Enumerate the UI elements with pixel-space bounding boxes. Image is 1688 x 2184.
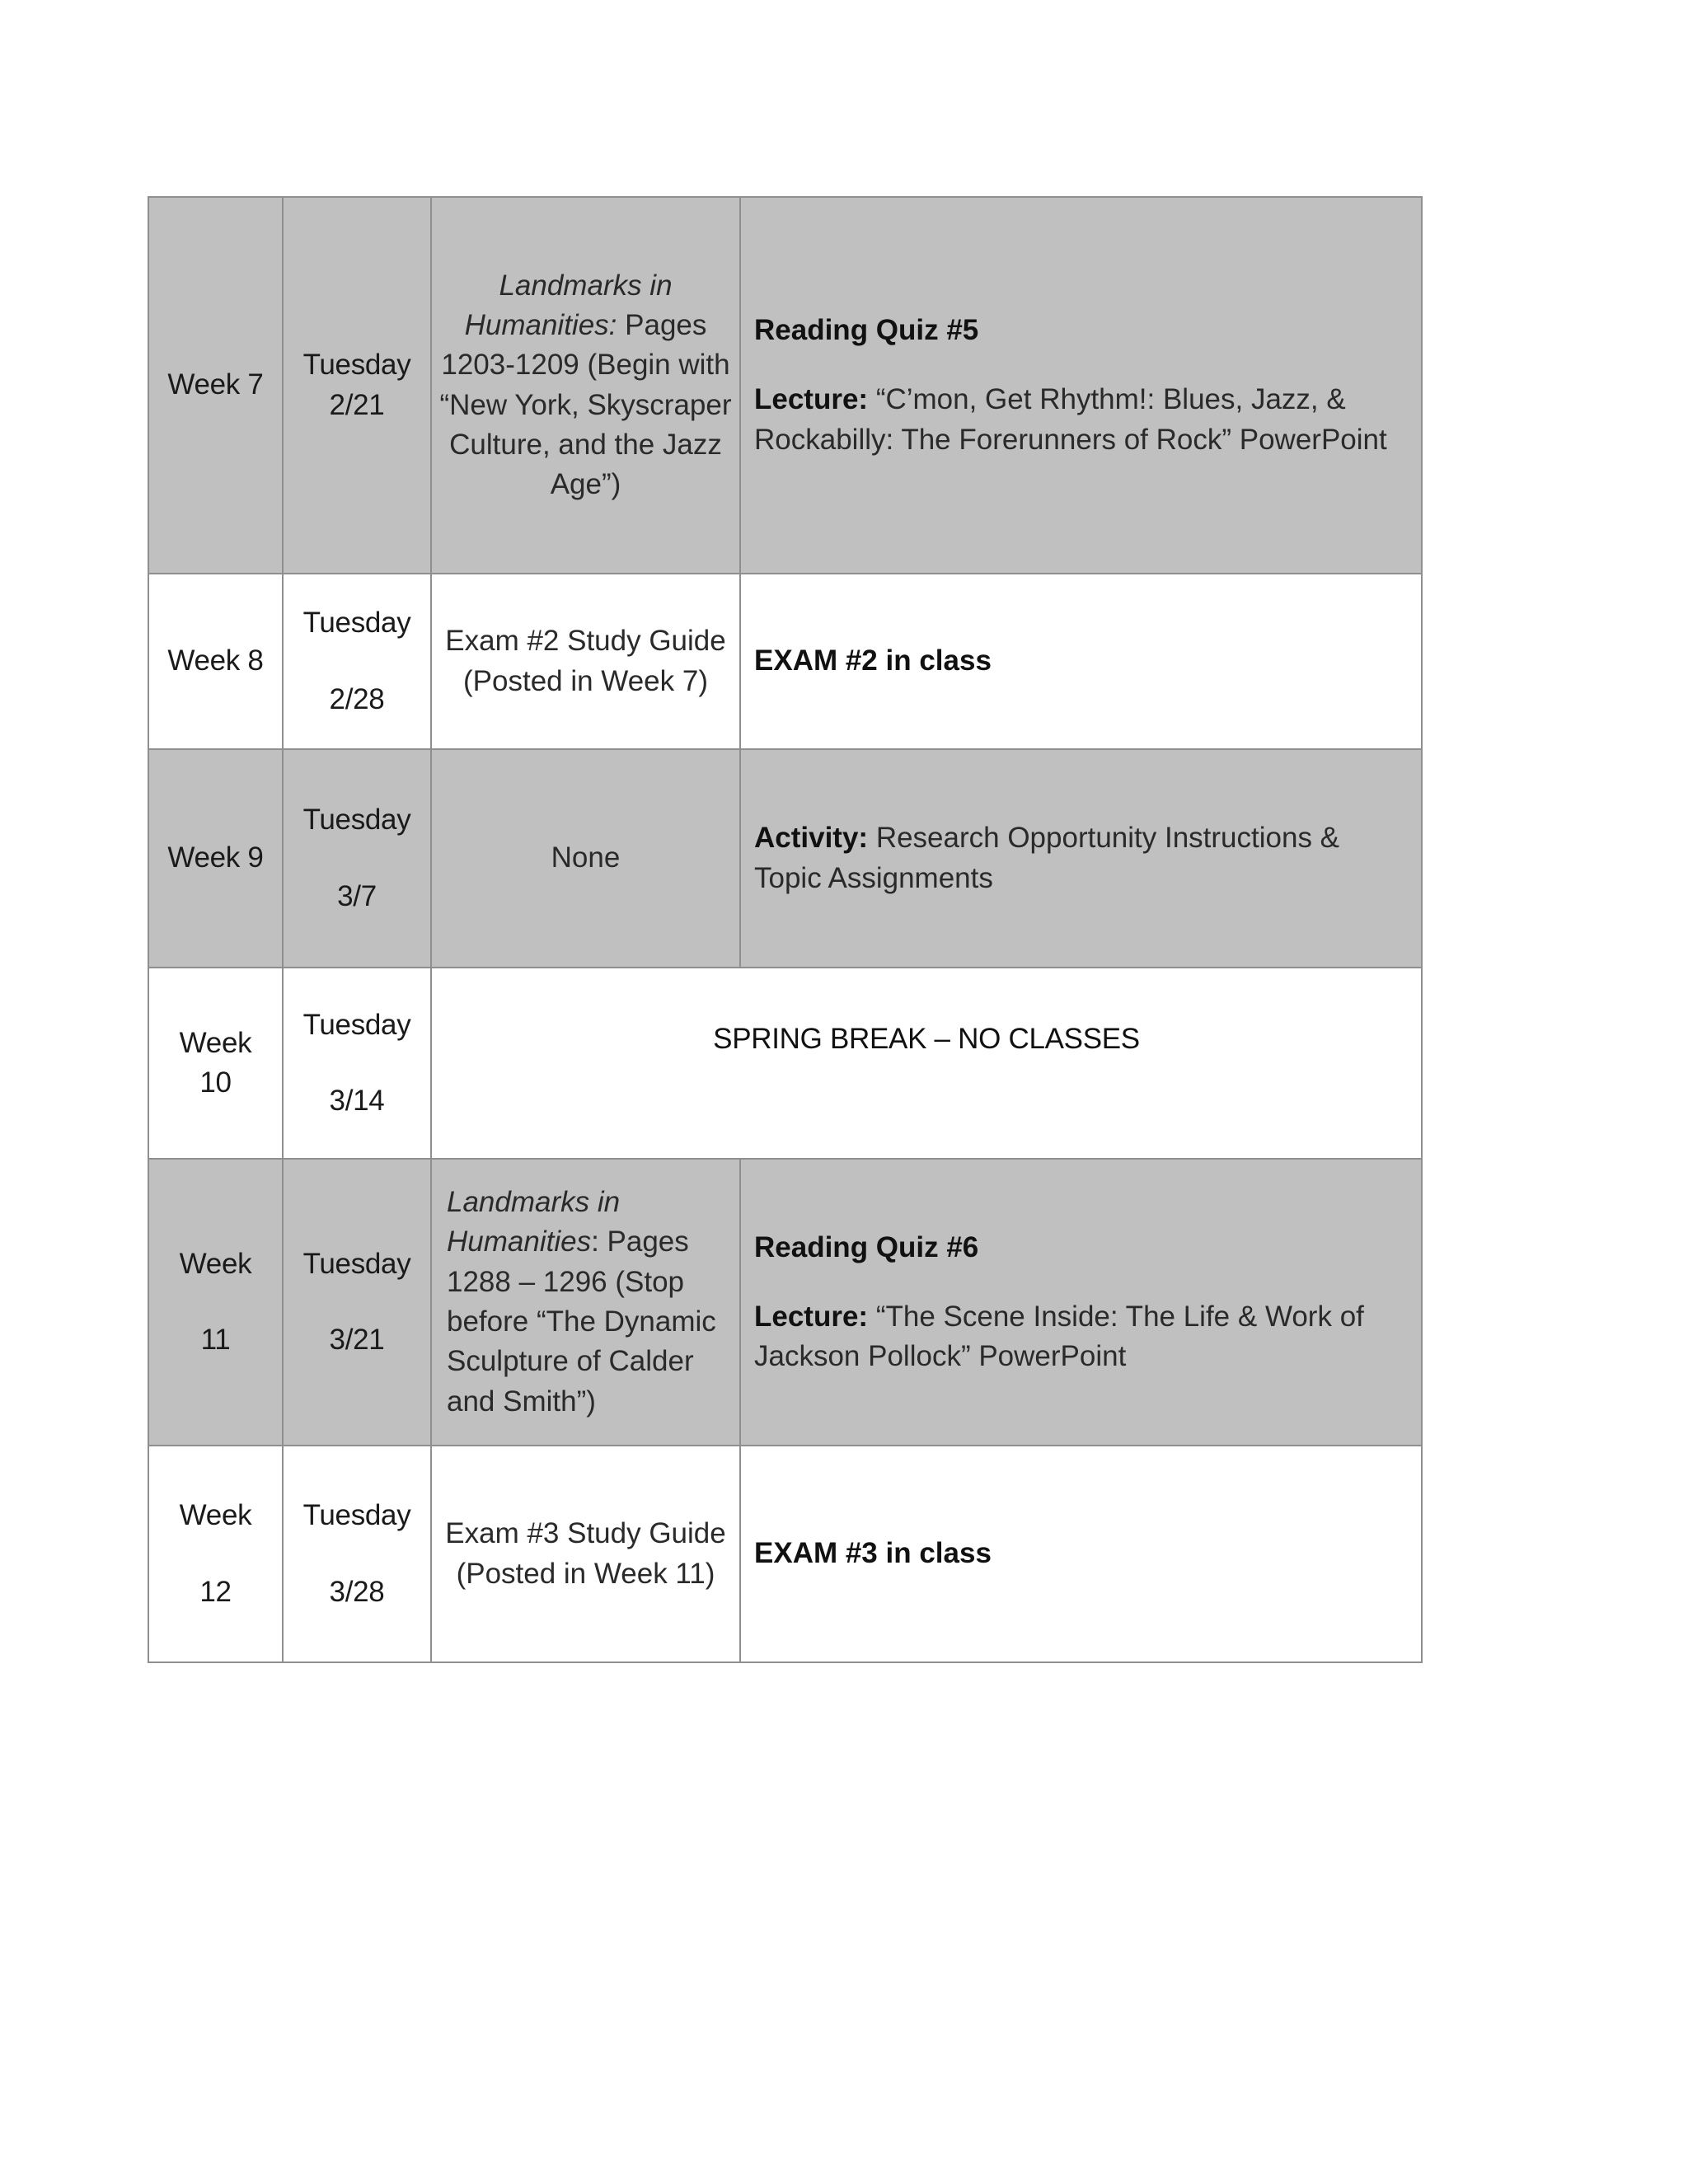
week-number: 10 <box>199 1066 232 1099</box>
activity-label: Activity: <box>754 822 869 855</box>
week-label: Week 7 <box>167 368 264 401</box>
week-cell <box>148 1159 283 1446</box>
schedule-row-week-11 <box>148 1159 1422 1446</box>
activity-cell <box>740 1446 1422 1662</box>
schedule-row-week-8 <box>148 574 1422 749</box>
activity-cell <box>740 1159 1422 1446</box>
lecture-title: “The Scene Inside: The Life & Work of Jackson Pollock” PowerPoint <box>754 1300 1364 1373</box>
day-label: Tuesday <box>302 804 411 837</box>
week-cell <box>148 749 283 968</box>
date-label: 2/21 <box>329 388 385 421</box>
exam-label: EXAM #3 in class <box>754 1537 992 1570</box>
week-label: Week 8 <box>167 644 264 677</box>
week-label: Week <box>179 1247 252 1280</box>
lecture-label: Lecture: <box>754 383 869 416</box>
reading-cell <box>431 1159 740 1446</box>
date-cell <box>283 968 431 1159</box>
date-label: 3/14 <box>329 1085 385 1117</box>
week-cell <box>148 1446 283 1662</box>
date-cell <box>283 749 431 968</box>
lecture-label: Lecture: <box>754 1300 869 1333</box>
spring-break-label: SPRING BREAK – NO CLASSES <box>713 1023 1140 1055</box>
reading-pages: : Pages 1288 – 1296 (Stop before “The Dynamic Sculpture of Calder and Smith”) <box>447 1226 716 1418</box>
quiz-label: Reading Quiz #6 <box>754 1230 979 1263</box>
week-number: 11 <box>200 1324 231 1356</box>
reading-text: Exam #2 Study Guide (Posted in Week 7) <box>445 625 726 697</box>
day-label: Tuesday <box>302 607 411 640</box>
reading-text: Exam #3 Study Guide (Posted in Week 11) <box>445 1517 726 1590</box>
schedule-row-week-9 <box>148 749 1422 968</box>
course-schedule-table <box>148 196 1423 1663</box>
activity-cell <box>740 574 1422 749</box>
reading-book-title: Landmarks in Humanities: <box>464 269 673 341</box>
date-label: 3/21 <box>329 1324 385 1356</box>
exam-label: EXAM #2 in class <box>754 644 992 677</box>
schedule-row-week-10 <box>148 968 1422 1159</box>
reading-pages: Pages 1203-1209 (Begin with “New York, Skyscraper Culture, and the Jazz Age”) <box>439 308 732 501</box>
date-cell <box>283 197 431 574</box>
activity-cell <box>740 749 1422 968</box>
week-cell <box>148 574 283 749</box>
activity-cell <box>740 197 1422 574</box>
week-cell <box>148 197 283 574</box>
spring-break-cell <box>431 968 1422 1159</box>
week-label: Week <box>179 1026 252 1059</box>
week-label: Week <box>179 1499 252 1532</box>
day-label: Tuesday <box>302 1008 411 1041</box>
date-cell <box>283 1446 431 1662</box>
reading-cell <box>431 749 740 968</box>
quiz-label: Reading Quiz #5 <box>754 314 979 347</box>
lecture-title: “C’mon, Get Rhythm!: Blues, Jazz, & Rockabilly: The Forerunners of Rock” PowerPoint <box>754 383 1387 456</box>
schedule-row-week-12 <box>148 1446 1422 1662</box>
reading-cell <box>431 574 740 749</box>
date-label: 3/28 <box>329 1575 385 1608</box>
day-label: Tuesday <box>302 1247 411 1280</box>
week-label: Week 9 <box>167 841 264 874</box>
schedule-row-week-7 <box>148 197 1422 574</box>
reading-book-title: Landmarks in Humanities <box>447 1186 621 1258</box>
date-label: 2/28 <box>329 682 385 715</box>
week-cell <box>148 968 283 1159</box>
day-label: Tuesday <box>302 1499 411 1532</box>
activity-text: Research Opportunity Instructions & Topic Assignments <box>754 822 1340 894</box>
reading-text: None <box>551 841 621 874</box>
reading-cell <box>431 1446 740 1662</box>
date-cell <box>283 574 431 749</box>
date-label: 3/7 <box>337 879 377 912</box>
reading-cell <box>431 197 740 574</box>
week-number: 12 <box>199 1575 232 1608</box>
day-label: Tuesday <box>302 349 411 382</box>
date-cell <box>283 1159 431 1446</box>
